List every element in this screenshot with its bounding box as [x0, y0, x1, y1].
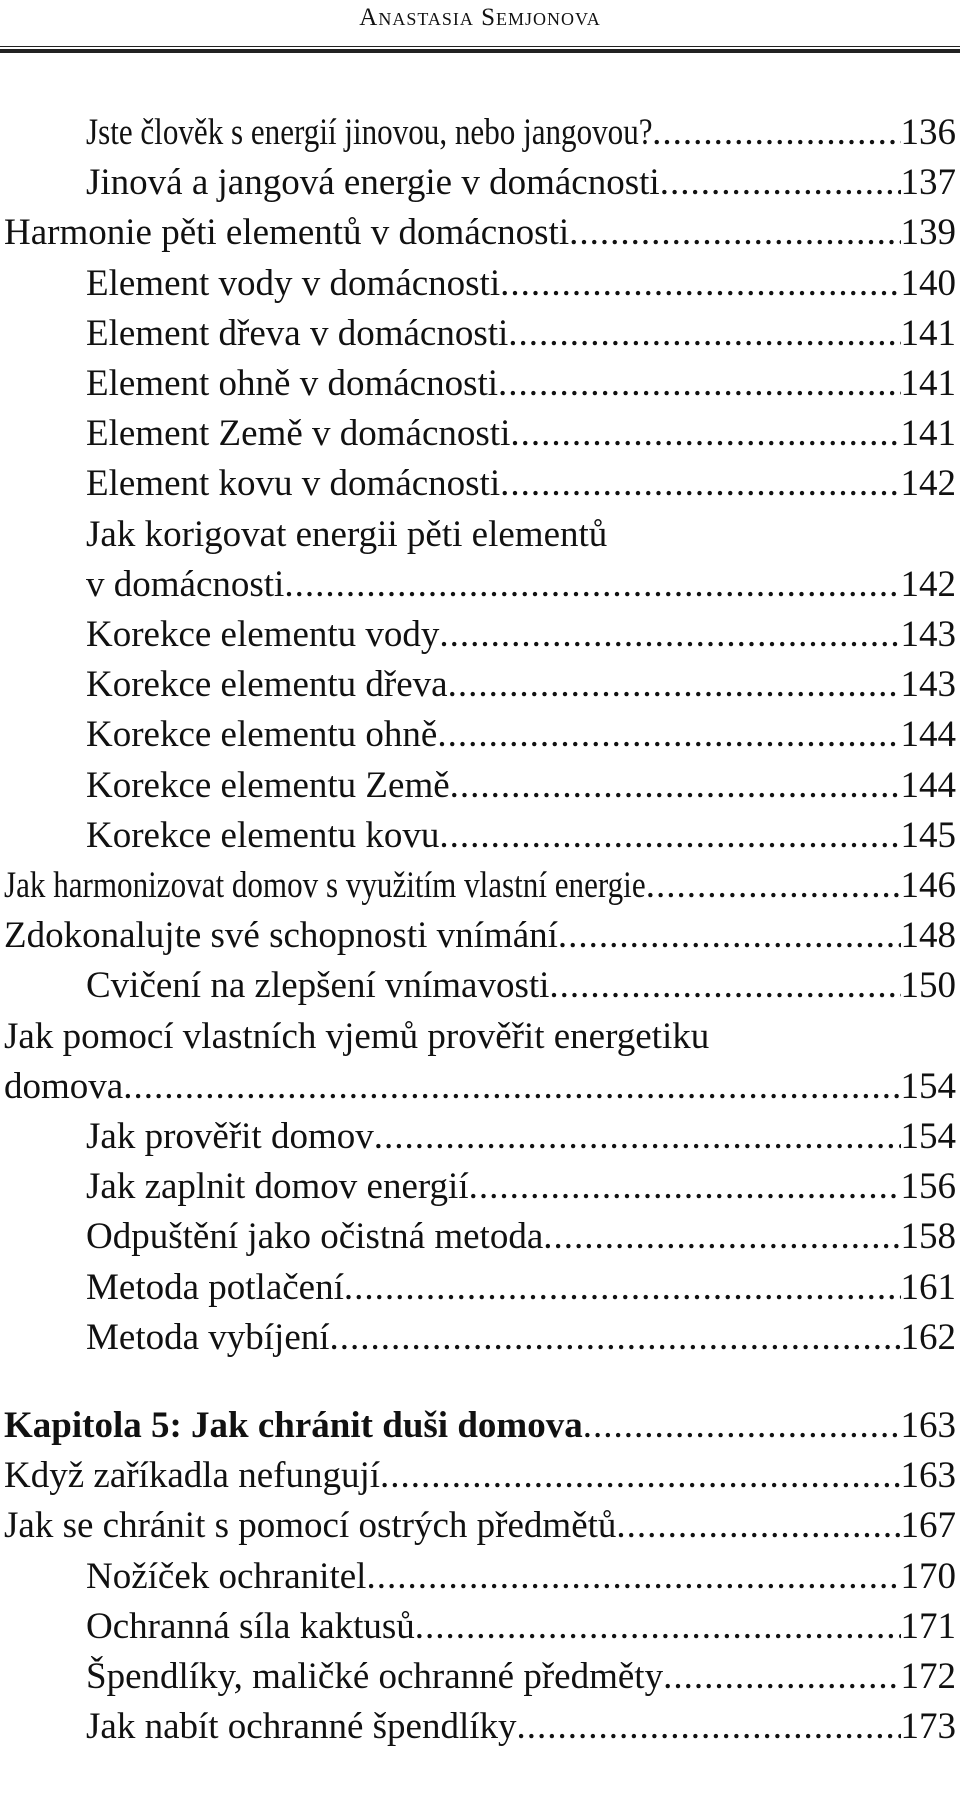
toc-entry[interactable]	[0, 457, 960, 511]
toc-page-number: 163	[900, 1455, 956, 1497]
toc-entry-title: Jak nabít ochranné špendlíky	[86, 1706, 517, 1748]
toc-entry[interactable]	[0, 106, 960, 160]
toc-page-number: 143	[900, 664, 956, 706]
toc-page-number: 158	[900, 1216, 956, 1258]
toc-entry[interactable]	[0, 1160, 960, 1214]
toc-entry-title: Korekce elementu Země	[86, 764, 450, 806]
toc-page-number: 142	[900, 463, 956, 505]
toc-entry[interactable]	[0, 1060, 960, 1114]
toc-entry-title: Když zaříkadla nefungují	[4, 1455, 381, 1497]
toc-entry[interactable]	[0, 1700, 960, 1754]
toc-entry[interactable]	[0, 1311, 960, 1365]
toc-entry[interactable]	[0, 909, 960, 963]
dot-leader	[448, 658, 901, 712]
toc-page-number: 144	[900, 764, 956, 806]
toc-page-number: 150	[900, 965, 956, 1007]
dot-leader	[652, 106, 900, 160]
toc-entry[interactable]	[0, 708, 960, 762]
toc-page-number: 141	[900, 413, 956, 455]
toc-entry[interactable]	[0, 608, 960, 662]
toc-entry[interactable]	[0, 1650, 960, 1704]
dot-leader	[517, 1700, 901, 1754]
toc-entry[interactable]	[0, 1261, 960, 1315]
toc-page-number: 170	[900, 1555, 956, 1597]
dot-leader	[500, 257, 900, 311]
toc-page-number: 140	[900, 262, 956, 304]
toc-entry[interactable]	[0, 307, 960, 361]
dot-leader	[374, 1110, 901, 1164]
dot-leader	[569, 206, 900, 260]
dot-leader	[437, 708, 900, 762]
toc-entry-title: Špendlíky, maličké ochranné předměty	[86, 1656, 664, 1697]
toc-entry[interactable]	[0, 658, 960, 712]
toc-entry[interactable]	[0, 759, 960, 813]
toc-entry-title: Element kovu v domácnosti	[86, 463, 501, 505]
toc-entry[interactable]	[0, 508, 960, 562]
toc-entry[interactable]	[0, 1010, 960, 1064]
toc-entry[interactable]	[0, 1499, 960, 1553]
toc-page-number: 161	[900, 1266, 956, 1308]
toc-page-number: 137	[900, 162, 956, 204]
toc-page-number: 145	[900, 814, 956, 856]
dot-leader	[366, 1550, 900, 1604]
dot-leader	[583, 1399, 901, 1453]
toc-entry[interactable]	[0, 959, 960, 1013]
toc-page-number: 171	[900, 1605, 956, 1647]
toc-page-number: 156	[900, 1166, 956, 1208]
toc-page-number: 143	[900, 614, 956, 655]
toc-entry[interactable]	[0, 1449, 960, 1503]
toc-entry-title: Jak korigovat energii pěti elementů	[86, 513, 608, 555]
running-header	[0, 0, 960, 36]
toc-entry-title: Odpuštění jako očistná metoda	[86, 1216, 544, 1258]
toc-entry[interactable]	[0, 206, 960, 260]
toc-entry-title: Nožíček ochranitel	[86, 1555, 367, 1597]
dot-leader	[330, 1311, 901, 1365]
toc-page-number: 136	[900, 112, 956, 153]
dot-leader	[646, 859, 901, 913]
toc-page-number: 167	[900, 1505, 956, 1547]
toc-entry[interactable]	[0, 1600, 960, 1654]
dot-leader	[498, 357, 900, 411]
toc-entry-title: Element dřeva v domácnosti	[86, 312, 509, 354]
dot-leader	[284, 558, 900, 612]
toc-page-number: 141	[900, 363, 956, 404]
toc-entry[interactable]	[0, 809, 960, 863]
toc-page-number: 144	[900, 714, 956, 756]
toc-entry[interactable]	[0, 1550, 960, 1604]
toc-page-number: 154	[900, 1116, 956, 1157]
toc-page-number: 162	[900, 1316, 956, 1358]
toc-entry-title: Kapitola 5: Jak chránit duši domova	[4, 1405, 583, 1446]
dot-leader	[439, 608, 900, 662]
toc-entry-title: Korekce elementu vody	[86, 614, 440, 655]
toc-entry[interactable]	[0, 558, 960, 612]
dot-leader	[469, 1160, 901, 1214]
dot-leader	[380, 1449, 900, 1503]
toc-page-number: 141	[900, 312, 956, 354]
toc-entry-title: Element ohně v domácnosti	[86, 363, 499, 404]
toc-entry[interactable]	[0, 859, 960, 913]
toc-entry-title: v domácnosti	[86, 563, 285, 605]
header-rule-thick	[0, 49, 960, 53]
toc-entry-title: Jinová a jangová energie v domácnosti	[86, 162, 660, 204]
toc-entry-title: Ochranná síla kaktusů	[86, 1605, 415, 1647]
toc-entry[interactable]	[0, 1210, 960, 1264]
toc-page-number: 146	[900, 865, 956, 906]
dot-leader	[510, 407, 900, 461]
toc-page-number: 142	[900, 563, 956, 605]
toc-entry-title: Jak harmonizovat domov s využitím vlastní energie	[4, 865, 646, 906]
toc-page-number: 154	[900, 1065, 956, 1107]
author-name: Anastasia Semjonova	[359, 4, 601, 31]
header-rule-thin	[0, 46, 960, 47]
toc-entry-title: Korekce elementu ohně	[86, 714, 438, 756]
dot-leader	[500, 457, 900, 511]
dot-leader	[616, 1499, 900, 1553]
toc-entry-title: Metoda vybíjení	[86, 1316, 330, 1358]
toc-entry[interactable]	[0, 407, 960, 461]
dot-leader	[663, 1650, 900, 1704]
toc-entry-title: domova	[4, 1065, 124, 1107]
dot-leader	[549, 959, 900, 1013]
toc-entry-title: Jak zaplnit domov energií	[86, 1166, 469, 1208]
dot-leader	[344, 1261, 901, 1315]
dot-leader	[123, 1060, 900, 1114]
dot-leader	[558, 909, 901, 963]
dot-leader	[450, 759, 901, 813]
dot-leader	[439, 809, 900, 863]
toc-page-number: 172	[900, 1656, 956, 1697]
toc-entry[interactable]	[0, 357, 960, 411]
toc-entry-title: Jak pomocí vlastních vjemů prověřit energetiku	[4, 1015, 710, 1057]
toc-entry-title: Harmonie pěti elementů v domácnosti	[4, 212, 570, 254]
toc-entry-title: Korekce elementu kovu	[86, 814, 440, 856]
toc-entry-title: Korekce elementu dřeva	[86, 664, 448, 706]
dot-leader	[543, 1210, 900, 1264]
toc-page-number: 139	[900, 212, 956, 254]
toc-entry[interactable]	[0, 1399, 960, 1453]
toc-entry-title: Metoda potlačení	[86, 1266, 344, 1308]
toc-entry-title: Jak prověřit domov	[86, 1116, 374, 1157]
toc-page-number: 163	[900, 1405, 956, 1446]
toc-page-number: 148	[900, 915, 956, 957]
dot-leader	[415, 1600, 901, 1654]
toc-entry-title: Element vody v domácnosti	[86, 262, 501, 304]
toc-entry[interactable]	[0, 156, 960, 210]
toc-entry-title: Zdokonalujte své schopnosti vnímání	[4, 915, 558, 957]
toc-entry-title: Jak se chránit s pomocí ostrých předmětů	[4, 1505, 617, 1547]
dot-leader	[660, 156, 901, 210]
toc-entry-title: Cvičení na zlepšení vnímavosti	[86, 965, 550, 1007]
toc-page-number: 173	[900, 1706, 956, 1748]
toc-entry-title: Element Země v domácnosti	[86, 413, 511, 455]
toc-entry[interactable]	[0, 257, 960, 311]
dot-leader	[508, 307, 900, 361]
toc-entry-title: Jste člověk s energií jinovou, nebo jangovou?	[86, 112, 653, 153]
toc-entry[interactable]	[0, 1110, 960, 1164]
